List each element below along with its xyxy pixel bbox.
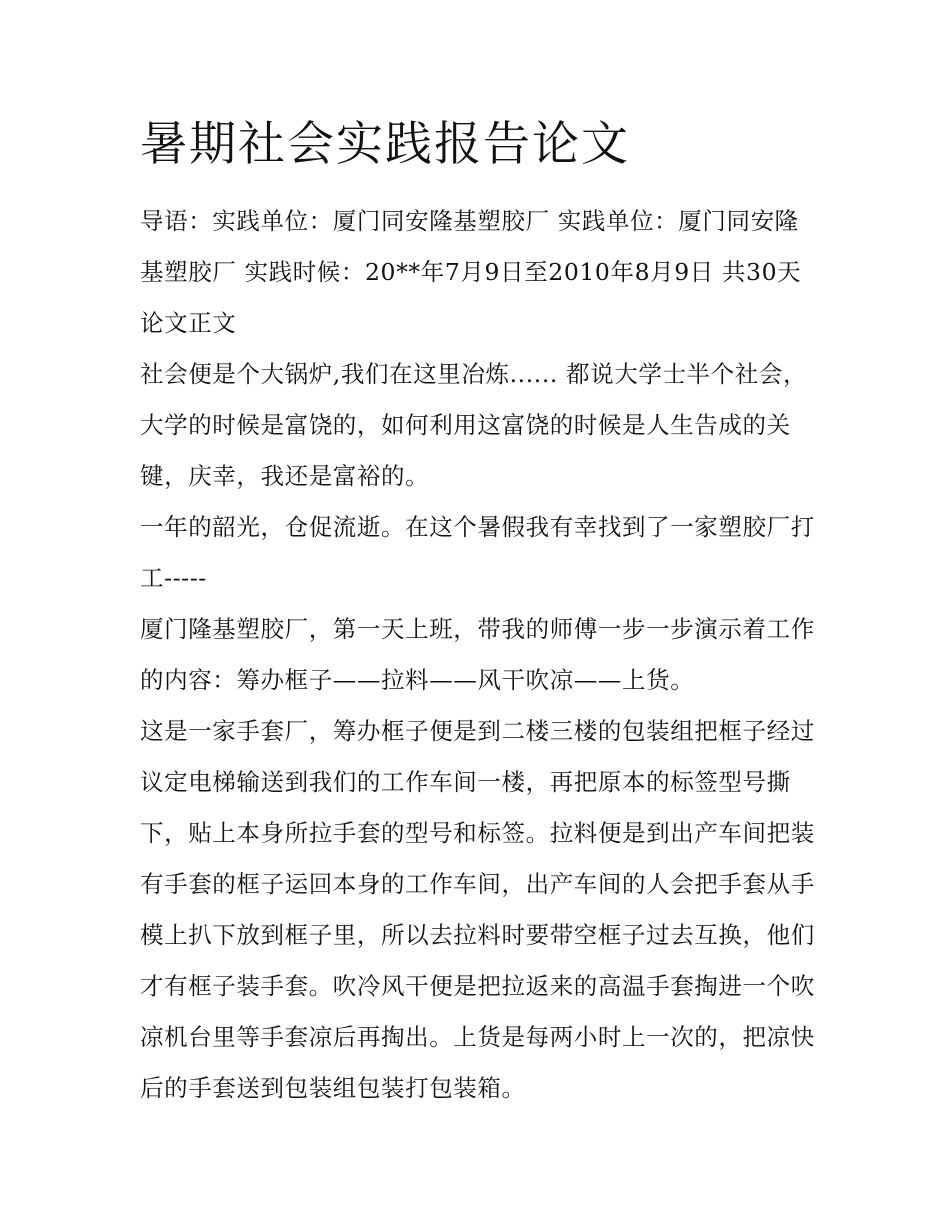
paragraph-first-day: 厦门隆基塑胶厂，第一天上班，带我的师傅一步一步演示着工作的内容：筹办框子——拉料——风干吹凉——上货。 [140, 615, 815, 694]
paragraph-work-details: 这是一家手套厂，筹办框子便是到二楼三楼的包装组把框子经过议定电梯输送到我们的工作车间一楼，再把原本的标签型号撕下，贴上本身所拉手套的型号和标签。拉料便是到出产车间把装有手套的框子运回本身的工作车间，出产车间的人会把手套从手模上扒下放到框子里，所以去拉料时要带空框子过去互换，他们才有框子装手套。吹冷风干便是把拉返来的高温手套掏进一个吹凉机台里等手套凉后再掏出。上货是每两小时上一次的，把凉快后的手套送到包装组包装打包装箱。 [140, 717, 815, 1102]
paragraph-summer: 一年的韶光，仓促流逝。在这个暑假我有幸找到了一家塑胶厂打工----- [140, 513, 815, 592]
paragraph-intro: 导语：实践单位：厦门同安隆基塑胶厂 实践单位：厦门同安隆基塑胶厂 实践时候：20**年7月9日至2010年8月9日 共30天 论文正文 [140, 207, 802, 337]
paragraph-society: 社会便是个大锅炉,我们在这里冶炼...... 都说大学士半个社会，大学的时候是富饶的，如何利用这富饶的时候是人生告成的关键，庆幸，我还是富裕的。 [140, 360, 808, 490]
document-title: 暑期社会实践报告论文 [140, 117, 630, 172]
document-body [140, 196, 816, 1114]
